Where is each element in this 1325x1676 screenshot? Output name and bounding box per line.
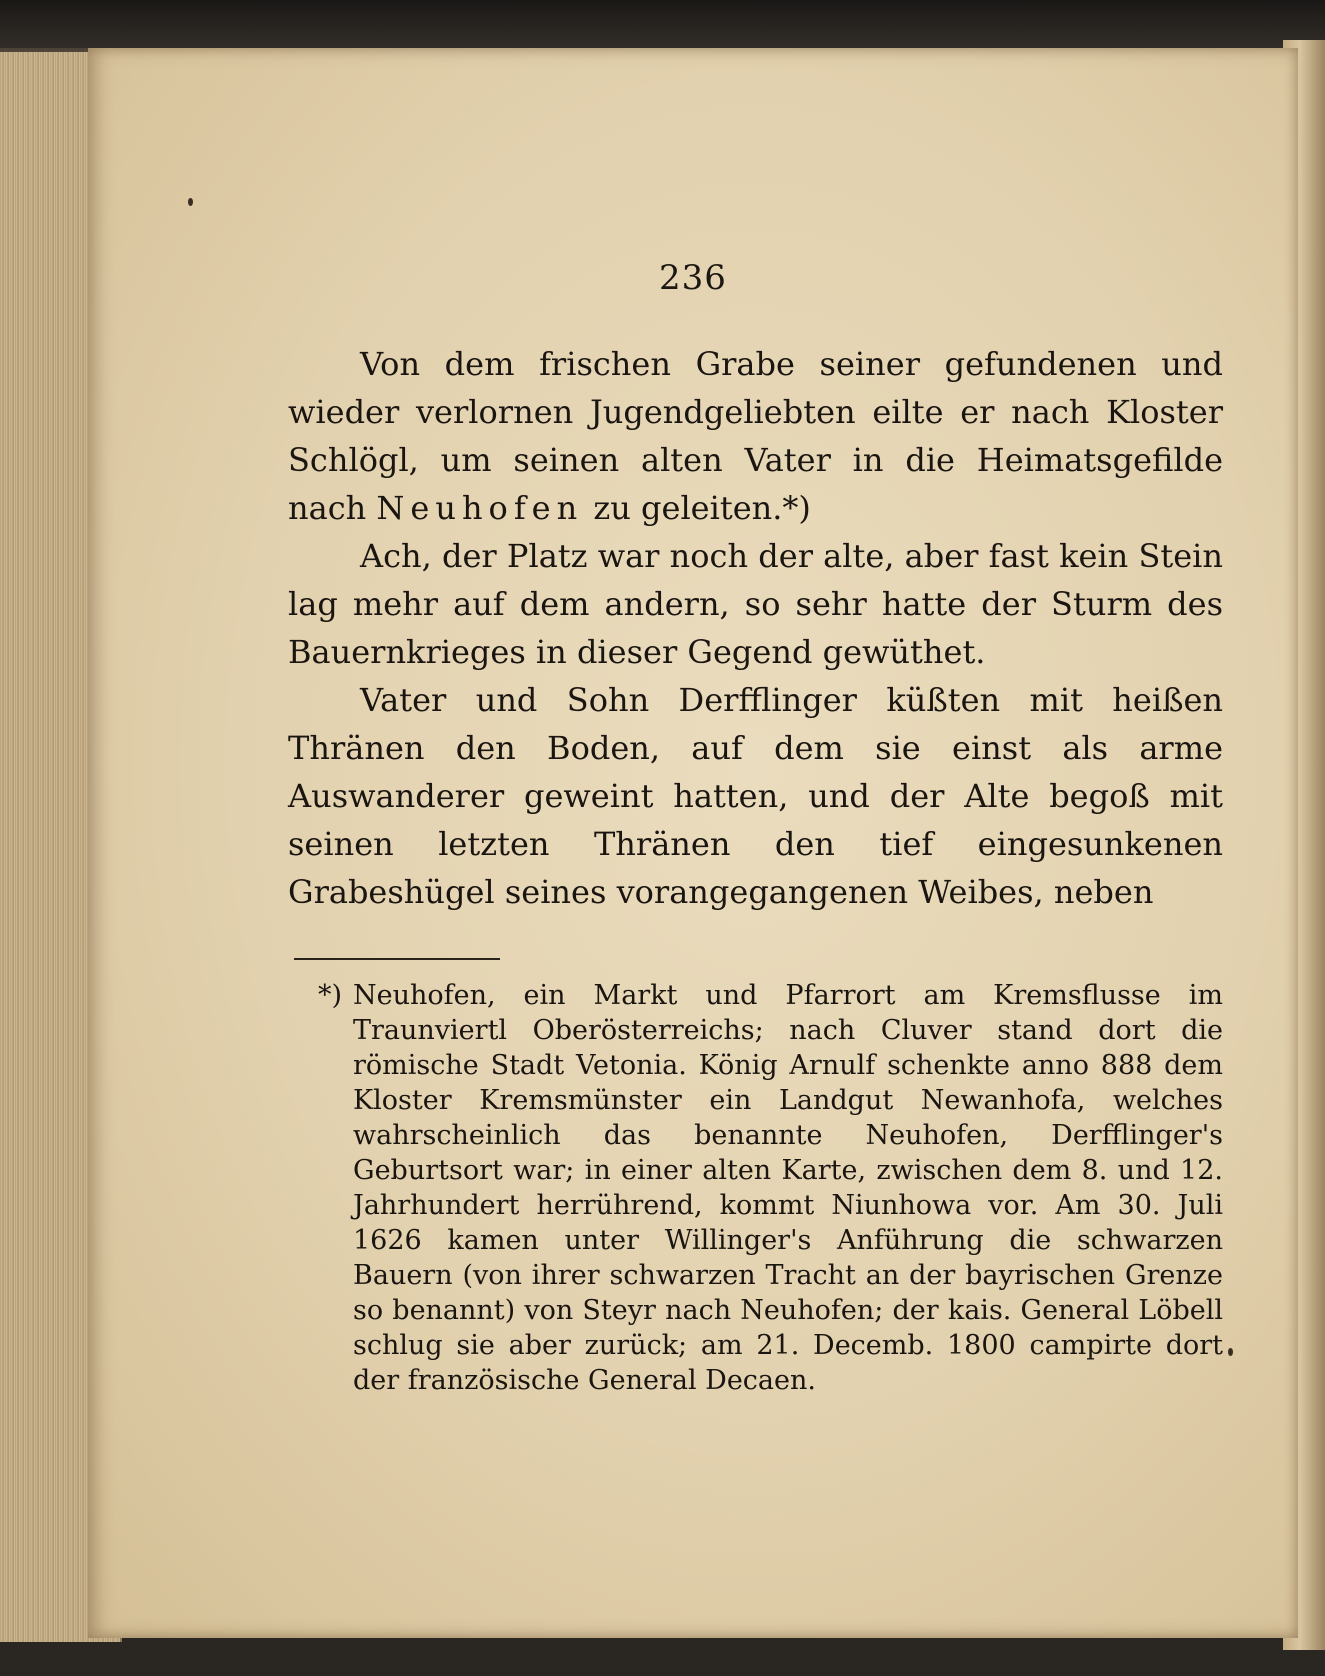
paragraph-1-part-a: Von dem frischen Grabe seiner gefundenen und wieder verlornen Jugendgeliebten eilte er nach Kloster Schlögl, um seinen alten Vater in die Heimatsgefilde nach xyxy=(288,345,1223,527)
footnote xyxy=(288,978,1223,1398)
place-name-neuhofen: Neuhofen xyxy=(376,489,584,527)
paper-speck xyxy=(1228,1348,1233,1356)
paragraph-2: Ach, der Platz war noch der alte, aber fast kein Stein lag mehr auf dem andern, so sehr hatte der Sturm des Bauernkrieges in dieser Gegend gewüthet. xyxy=(288,537,1223,671)
footnote-divider xyxy=(294,958,500,960)
book-page xyxy=(88,48,1298,1638)
footnote-reference: *) xyxy=(782,489,811,527)
paragraph-1-part-b: zu geleiten. xyxy=(583,489,783,527)
page-number: 236 xyxy=(659,258,727,298)
paragraph-1 xyxy=(288,340,1223,532)
body-text xyxy=(288,340,1223,916)
paper-speck xyxy=(188,198,193,206)
footnote-text: Neuhofen, ein Markt und Pfarrort am Kremsflusse im Traunviertl Oberösterreichs; nach Cluver stand dort die römische Stadt Vetonia. König Arnulf schenkte anno 888 dem Kloster Kremsmünster ein Landgut Newanhofa, welches wahrscheinlich das benannte Neuhofen, Derfflinger's Geburtsort war; in einer alten Karte, zwischen dem 8. und 12. Jahrhundert herrührend, kommt Niunhowa vor. Am 30. Juli 1626 kamen unter Willinger's Anführung die schwarzen Bauern (von ihrer schwarzen Tracht an der bayrischen Grenze so benannt) von Steyr nach Neuhofen; der kais. General Löbell schlug sie aber zurück; am 21. Decemb. 1800 campirte dort der französische General Decaen. xyxy=(353,980,1223,1396)
paragraph-3: Vater und Sohn Derfflinger küßten mit heißen Thränen den Boden, auf dem sie einst als arme Auswanderer geweint hatten, und der Alte begoß mit seinen letzten Thränen den tief eingesunkenen Grabeshügel seines vorangegangenen Weibes, neben xyxy=(288,681,1223,911)
footnote-marker: *) xyxy=(318,980,343,1011)
